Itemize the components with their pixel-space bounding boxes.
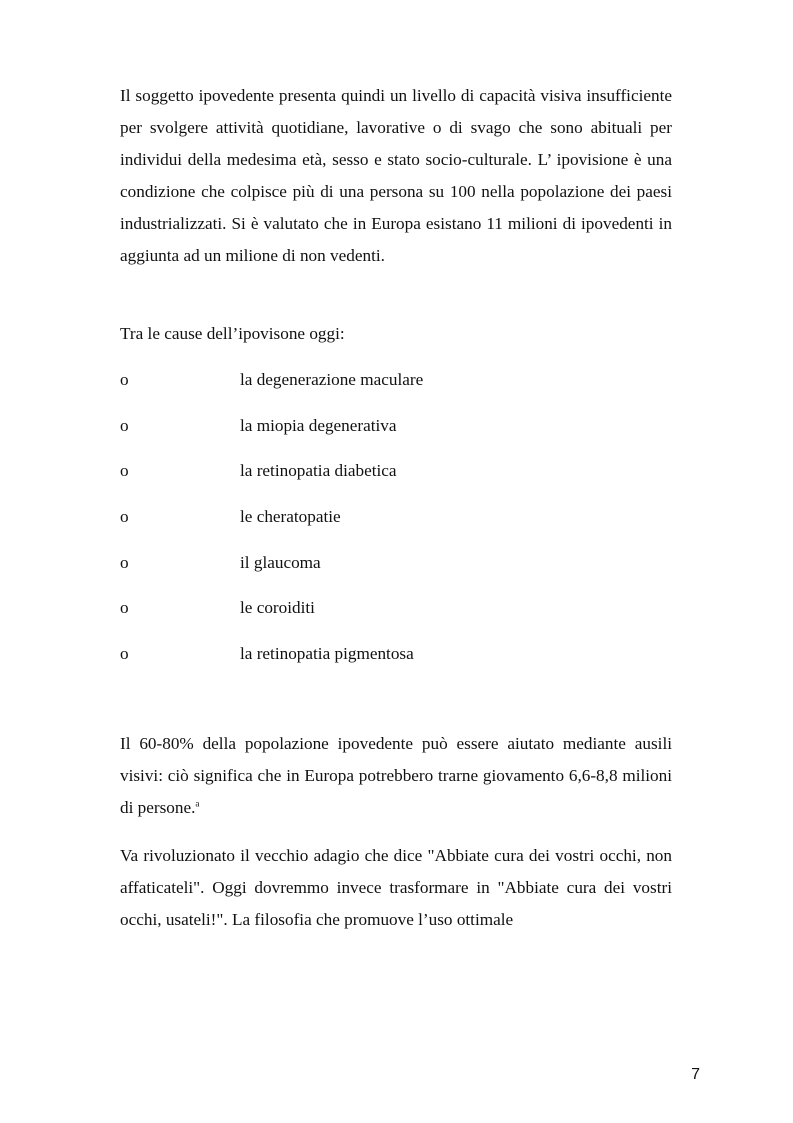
cause-text: la degenerazione maculare [240,370,424,389]
causes-list-intro: Tra le cause dell’ipovisone oggi: [120,324,345,343]
list-item [120,592,672,638]
list-item [120,638,672,684]
bullet-icon: o [120,644,129,664]
list-item [120,455,672,501]
bullet-icon: o [120,552,129,572]
list-item [120,410,672,456]
cause-text: la retinopatia diabetica [240,461,397,481]
bullet-icon: o [120,415,129,435]
cause-text: la retinopatia pigmentosa [240,644,414,664]
bullet-icon: o [120,507,129,527]
list-item [120,501,672,547]
bullet-icon: o [120,461,129,481]
paragraph-adagio: Va rivoluzionato il vecchio adagio che dice "Abbiate cura dei vostri occhi, non affaticateli". Oggi dovremmo invece trasformare in "Abbiate cura dei vostri occhi, usateli!". La filosofia che promuove l’uso ottimale [120,846,672,929]
paragraph-ipovisione-definition: Il soggetto ipovedente presenta quindi un livello di capacità visiva insufficiente per svolgere attività quotidiane, lavorative o di svago che sono abituali per individui della medesima età, sesso e stato socio-culturale. L’ ipovisione è una condizione che colpisce più di una persona su 100 nella popolazione dei paesi industrializzati. Si è valutato che in Europa esistano 11 milioni di ipovedenti in aggiunta ad un milione di non vedenti. [120,86,672,265]
cause-text: le cheratopatie [240,507,341,527]
bullet-icon: o [120,370,129,389]
cause-text: la miopia degenerativa [240,415,397,435]
paragraph-ausili-visivi [120,728,672,824]
footnote-marker: a [195,798,200,809]
list-item [120,547,672,593]
cause-text: le coroiditi [240,598,315,618]
bullet-icon: o [120,598,129,618]
paragraph-ausili-visivi-text: Il 60-80% della popolazione ipovedente può essere aiutato mediante ausili visivi: ciò significa che in Europa potrebbero trarne giovamento 6,6-8,8 milioni di persone. [120,734,672,817]
list-item [120,364,672,410]
causes-list [120,364,672,684]
cause-text: il glaucoma [240,552,321,572]
page-number: 7 [691,1066,700,1083]
